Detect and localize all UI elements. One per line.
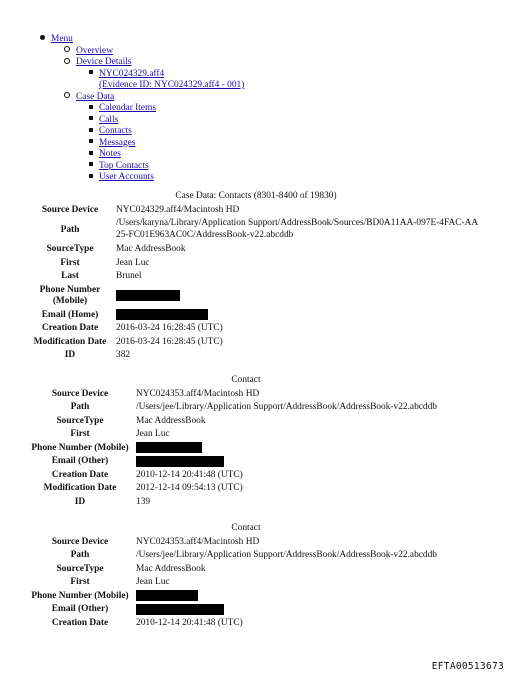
table-row <box>30 401 462 415</box>
table-row <box>30 243 482 257</box>
table-row <box>30 455 462 469</box>
email-value <box>114 308 482 322</box>
menu-item-notes <box>40 149 244 161</box>
table-row <box>30 549 462 563</box>
row-label: Email (Other) <box>51 456 109 467</box>
redaction-block <box>116 309 208 320</box>
bates-number: EFTA00513673 <box>431 661 504 672</box>
row-label: First <box>70 429 90 440</box>
row-label: SourceType <box>56 415 104 426</box>
table-caption: Case Data: Contacts (8301-8400 of 19830) <box>175 191 337 201</box>
creation-date-value: 2016-03-24 16:28:45 (UTC) <box>116 323 223 334</box>
source-type-value: Mac AddressBook <box>116 244 186 255</box>
contact-table-1 <box>30 191 482 362</box>
row-label: ID <box>64 350 76 361</box>
square-bullet-icon <box>89 162 93 166</box>
disc-bullet-icon <box>40 35 45 40</box>
square-bullet-icon <box>89 105 93 109</box>
row-label: ID <box>74 496 86 507</box>
table-row <box>30 468 462 482</box>
menu-item-contacts <box>40 126 244 138</box>
source-type-value: Mac AddressBook <box>136 563 206 574</box>
menu-item-device-details <box>40 57 244 69</box>
redaction-block <box>116 290 180 301</box>
table-row <box>30 482 462 496</box>
row-label: Phone Number (Mobile) <box>31 590 129 601</box>
menu-item-device-file <box>40 69 244 81</box>
row-label: Creation Date <box>41 323 99 334</box>
row-label: Last <box>61 271 79 282</box>
menu-root <box>40 34 244 46</box>
menu-item-calendar <box>40 103 244 115</box>
table-row <box>30 387 462 401</box>
phone-value <box>134 589 462 603</box>
square-bullet-icon <box>89 151 93 155</box>
email-value <box>134 603 462 617</box>
source-device-value: NYC024353.aff4/Macintosh HD <box>136 536 260 547</box>
phone-value <box>114 283 482 308</box>
first-name-value: Jean Luc <box>136 577 170 588</box>
square-bullet-icon <box>89 139 93 143</box>
redaction-block <box>136 442 202 453</box>
table-row <box>30 217 482 243</box>
contact-table-3 <box>30 523 462 630</box>
id-value: 139 <box>136 496 151 507</box>
redaction-block <box>136 456 224 467</box>
modification-date-value: 2012-12-14 09:54:13 (UTC) <box>136 483 243 494</box>
row-label: SourceType <box>56 563 104 574</box>
menu-item-case-data <box>40 92 244 104</box>
table-row <box>30 603 462 617</box>
user-accounts-link[interactable]: User Accounts <box>99 172 154 182</box>
menu-item-top-contacts <box>40 161 244 173</box>
source-device-value: NYC024329.aff4/Macintosh HD <box>116 204 240 215</box>
device-details-link[interactable]: Device Details <box>76 57 132 67</box>
menu-tree <box>40 34 244 184</box>
table-row <box>30 414 462 428</box>
table-row <box>30 616 462 630</box>
row-label: Email (Other) <box>51 604 109 615</box>
path-value: /Users/jee/Library/Application Support/AddressBook/AddressBook-v22.abcddb <box>136 550 437 561</box>
modification-date-value: 2016-03-24 16:28:45 (UTC) <box>116 336 223 347</box>
row-label: Source Device <box>51 388 109 399</box>
first-name-value: Jean Luc <box>116 257 150 268</box>
circle-bullet-icon <box>64 46 70 52</box>
table-row <box>30 589 462 603</box>
overview-link[interactable]: Overview <box>76 45 113 56</box>
table-caption: Contact <box>231 523 261 533</box>
contacts-link[interactable]: Contacts <box>99 126 132 136</box>
device-file-link[interactable]: NYC024329.aff4 <box>99 68 165 79</box>
top-contacts-link[interactable]: Top Contacts <box>99 160 149 171</box>
table-row <box>30 495 462 509</box>
row-label: Modification Date <box>43 483 117 494</box>
row-label <box>30 283 114 308</box>
row-label: Modification Date <box>33 336 107 347</box>
square-bullet-icon <box>89 174 93 178</box>
evidence-id-link[interactable]: (Evidence ID: NYC024329.aff4 - 001) <box>99 80 245 90</box>
square-bullet-icon <box>89 70 93 74</box>
circle-bullet-icon <box>64 92 70 98</box>
square-bullet-icon <box>89 128 93 132</box>
menu-link[interactable]: Menu <box>51 34 73 44</box>
source-type-value: Mac AddressBook <box>136 415 206 426</box>
row-label: Email (Home) <box>41 309 99 320</box>
row-label: First <box>70 577 90 588</box>
row-label: Path <box>70 402 90 413</box>
table-row <box>30 322 482 336</box>
table-row <box>30 203 482 217</box>
table-row <box>30 349 482 363</box>
row-label: Path <box>70 550 90 561</box>
menu-item-calls <box>40 115 244 127</box>
table-row <box>30 335 482 349</box>
table-row <box>30 270 482 284</box>
phone-label-line2: (Mobile) <box>52 295 88 306</box>
creation-date-value: 2010-12-14 20:41:48 (UTC) <box>136 617 243 628</box>
row-label: First <box>60 257 80 268</box>
row-label: Creation Date <box>51 469 109 480</box>
table-row <box>30 562 462 576</box>
row-label: Path <box>60 224 80 235</box>
menu-item-overview <box>40 46 244 58</box>
path-value: /Users/jee/Library/Application Support/AddressBook/AddressBook-v22.abcddb <box>136 402 437 413</box>
table-caption: Contact <box>231 375 261 385</box>
creation-date-value: 2010-12-14 20:41:48 (UTC) <box>136 469 243 480</box>
source-device-value: NYC024353.aff4/Macintosh HD <box>136 388 260 399</box>
first-name-value: Jean Luc <box>136 429 170 440</box>
calendar-items-link[interactable]: Calendar Items <box>99 103 157 113</box>
menu-item-messages <box>40 138 244 150</box>
menu-item-evidence-id <box>40 80 244 92</box>
calls-link[interactable]: Calls <box>99 114 119 125</box>
table-row <box>30 428 462 442</box>
table-row <box>30 576 462 590</box>
last-name-value: Brunel <box>116 271 142 282</box>
circle-bullet-icon <box>64 58 70 64</box>
square-bullet-icon <box>89 116 93 120</box>
phone-value <box>134 441 462 455</box>
id-value: 382 <box>116 350 131 361</box>
row-label: Creation Date <box>51 617 109 628</box>
redaction-block <box>136 590 198 601</box>
messages-link[interactable]: Messages <box>99 137 136 148</box>
table-row <box>30 308 482 322</box>
table-row <box>30 535 462 549</box>
table-row <box>30 441 462 455</box>
table-row <box>30 283 482 308</box>
redaction-block <box>136 604 224 615</box>
menu-item-user-accounts <box>40 172 244 184</box>
notes-link[interactable]: Notes <box>99 149 121 159</box>
row-label: SourceType <box>46 244 94 255</box>
row-label: Phone Number (Mobile) <box>31 442 129 453</box>
case-data-link[interactable]: Case Data <box>76 91 115 102</box>
email-value <box>134 455 462 469</box>
table-row <box>30 256 482 270</box>
contact-table-2 <box>30 375 462 509</box>
row-label: Source Device <box>41 204 99 215</box>
path-value: /Users/karyna/Library/Application Support/AddressBook/Sources/BD0A11AA-097E-4FAC-AA25-FC01E963AC0C/AddressBook-v22.abcddb <box>116 218 479 240</box>
phone-label-line1: Phone Number <box>39 284 101 295</box>
row-label: Source Device <box>51 536 109 547</box>
